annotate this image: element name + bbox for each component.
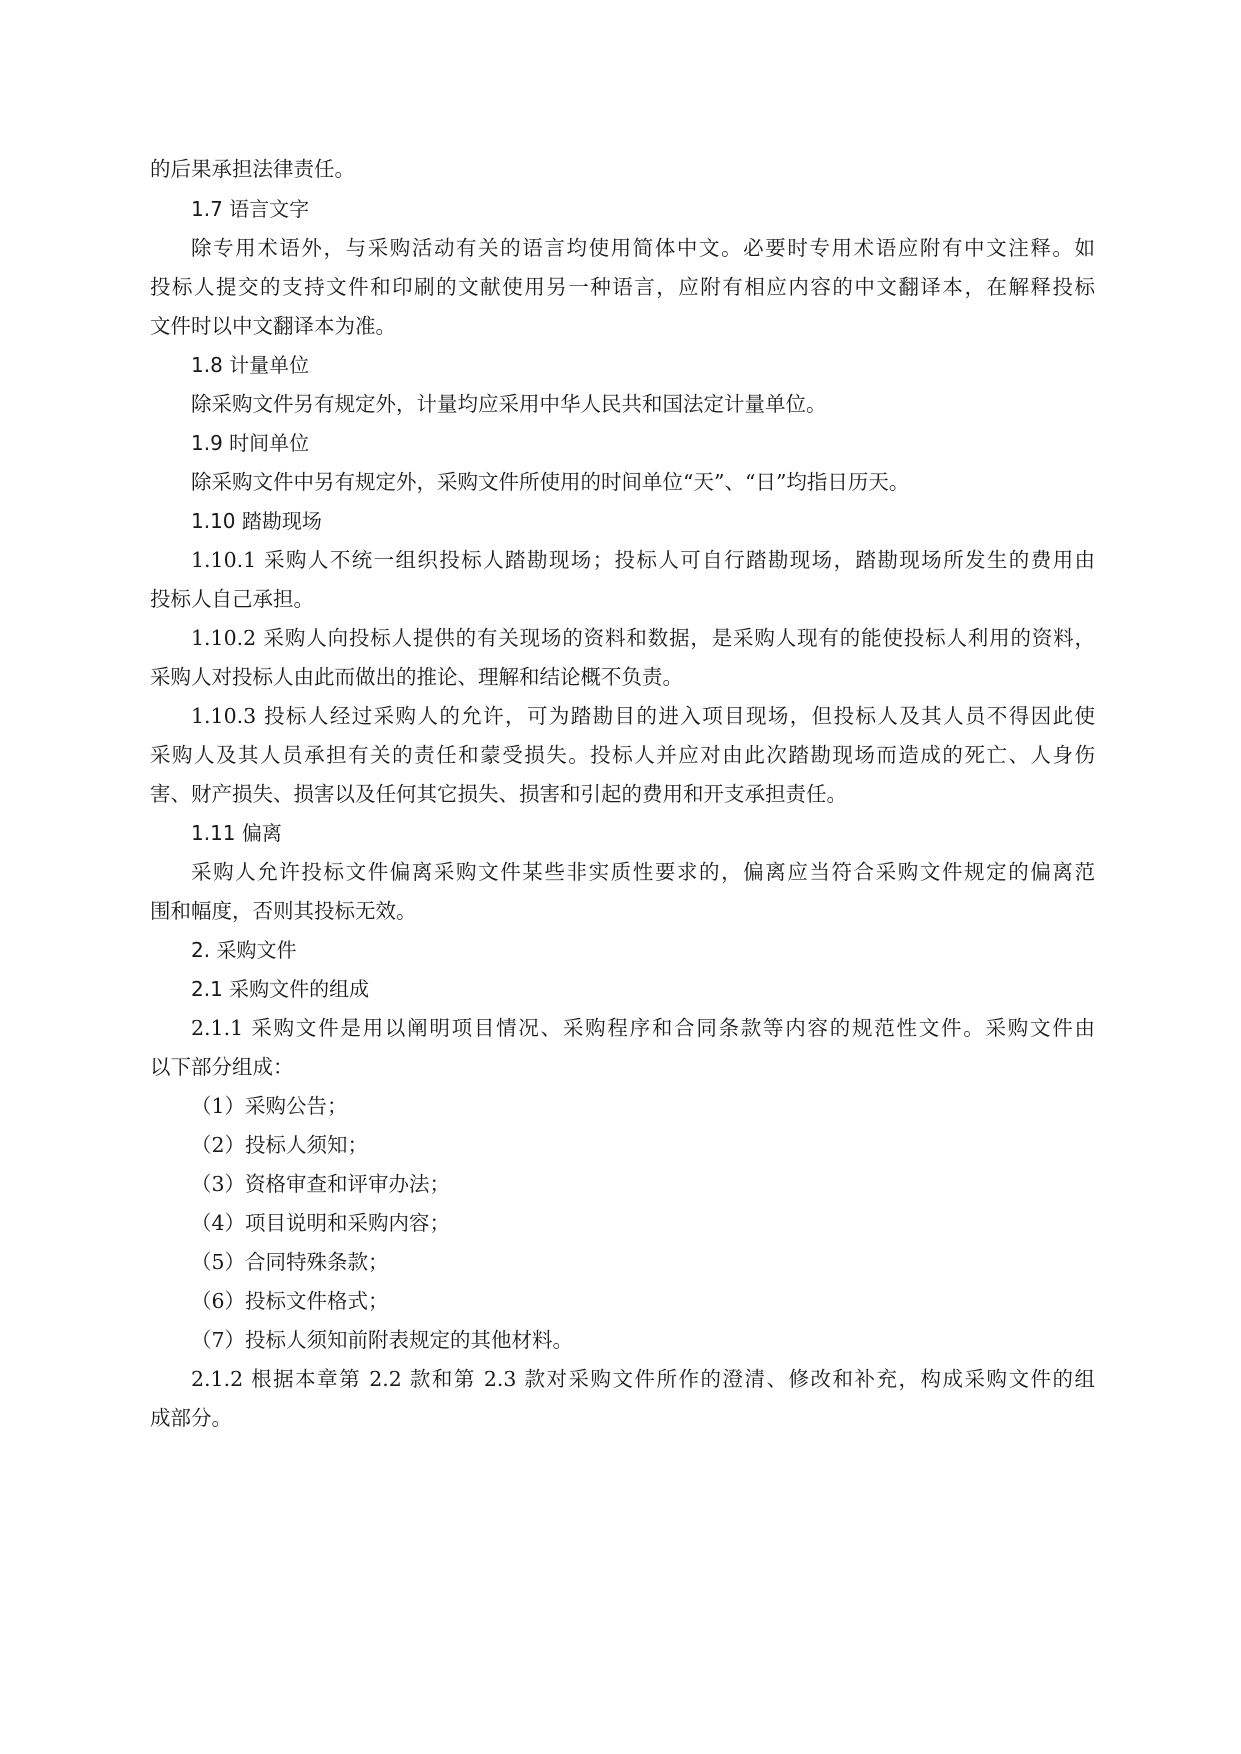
section-heading-1-7: 1.7 语言文字 bbox=[191, 197, 310, 221]
paragraph-line: 除专用术语外，与采购活动有关的语言均使用简体中文。必要时专用术语应附有中文注释。如 bbox=[191, 236, 1095, 260]
paragraph-line: 采购人对投标人由此而做出的推论、理解和结论概不负责。 bbox=[150, 665, 683, 689]
section-heading-1-10: 1.10 踏勘现场 bbox=[191, 509, 322, 533]
paragraph-line: 采购人及其人员承担有关的责任和蒙受损失。投标人并应对由此次踏勘现场而造成的死亡、人身伤 bbox=[150, 743, 1095, 767]
section-heading-2: 2. 采购文件 bbox=[191, 938, 297, 962]
paragraph-line: 投标人提交的支持文件和印刷的文献使用另一种语言，应附有相应内容的中文翻译本，在解释投标 bbox=[150, 275, 1095, 299]
paragraph-line: 1.10.3 投标人经过采购人的允许，可为踏勘目的进入项目现场，但投标人及其人员不得因此使 bbox=[191, 704, 1095, 728]
paragraph-line: 成部分。 bbox=[150, 1406, 232, 1430]
section-heading-1-9: 1.9 时间单位 bbox=[191, 431, 310, 455]
list-item: （3）资格审查和评审办法； bbox=[191, 1172, 451, 1196]
paragraph-line: 文件时以中文翻译本为准。 bbox=[150, 314, 396, 338]
paragraph-line: 以下部分组成： bbox=[150, 1055, 294, 1079]
list-item: （4）项目说明和采购内容； bbox=[191, 1211, 451, 1235]
section-heading-1-11: 1.11 偏离 bbox=[191, 821, 282, 845]
list-item: （7）投标人须知前附表规定的其他材料。 bbox=[191, 1328, 574, 1352]
paragraph-line: 除采购文件另有规定外，计量均应采用中华人民共和国法定计量单位。 bbox=[191, 392, 827, 416]
paragraph-line: 围和幅度，否则其投标无效。 bbox=[150, 899, 417, 923]
paragraph-line: 1.10.2 采购人向投标人提供的有关现场的资料和数据，是采购人现有的能使投标人利用的资料， bbox=[191, 626, 1095, 650]
paragraph-line: 投标人自己承担。 bbox=[150, 587, 314, 611]
paragraph-line: 除采购文件中另有规定外，采购文件所使用的时间单位“天”、“日”均指日历天。 bbox=[191, 470, 910, 494]
paragraph-line: 2.1.1 采购文件是用以阐明项目情况、采购程序和合同条款等内容的规范性文件。采购文件由 bbox=[191, 1016, 1095, 1040]
paragraph-line: 2.1.2 根据本章第 2.2 款和第 2.3 款对采购文件所作的澄清、修改和补充，构成采购文件的组 bbox=[191, 1367, 1095, 1391]
list-item: （2）投标人须知； bbox=[191, 1133, 369, 1157]
list-item: （1）采购公告； bbox=[191, 1094, 348, 1118]
paragraph-line: 害、财产损失、损害以及任何其它损失、损害和引起的费用和开支承担责任。 bbox=[150, 782, 847, 806]
section-heading-1-8: 1.8 计量单位 bbox=[191, 353, 310, 377]
list-item: （6）投标文件格式； bbox=[191, 1289, 389, 1313]
paragraph-line: 1.10.1 采购人不统一组织投标人踏勘现场；投标人可自行踏勘现场，踏勘现场所发生的费用由 bbox=[191, 548, 1095, 572]
paragraph-line: 的后果承担法律责任。 bbox=[150, 157, 355, 181]
paragraph-line: 采购人允许投标文件偏离采购文件某些非实质性要求的，偏离应当符合采购文件规定的偏离范 bbox=[191, 860, 1095, 884]
section-heading-2-1: 2.1 采购文件的组成 bbox=[191, 977, 370, 1001]
list-item: （5）合同特殊条款； bbox=[191, 1250, 389, 1274]
